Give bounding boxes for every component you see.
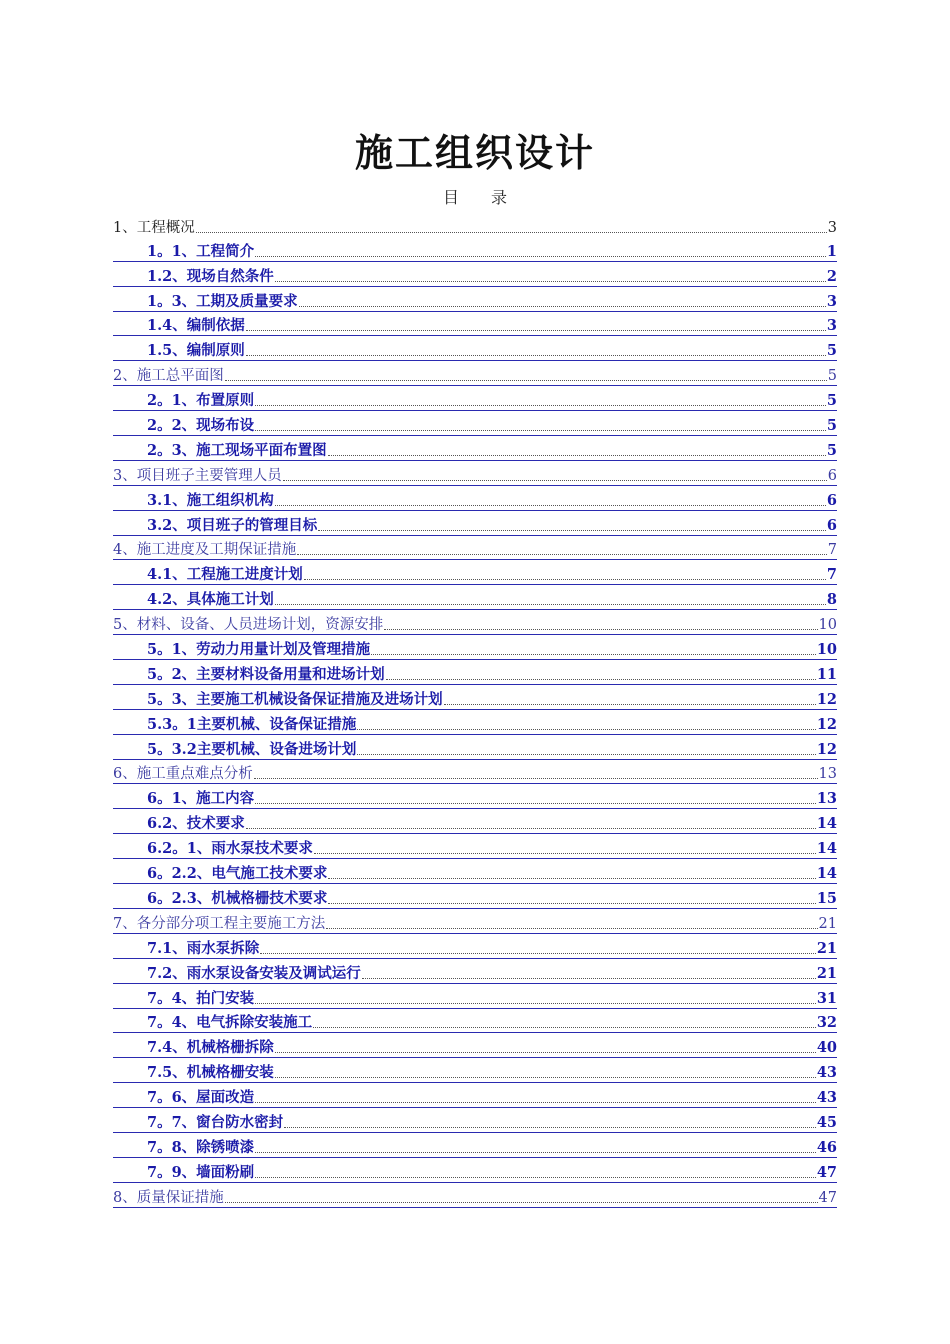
toc-entry[interactable] [113, 984, 837, 1009]
toc-dot-leader [283, 480, 827, 481]
toc-entry-label: 1、工程概况 [113, 219, 195, 236]
toc-entry-label: 6。1、施工内容 [147, 790, 255, 808]
toc-entry[interactable] [113, 1083, 837, 1108]
toc-dot-leader [275, 1052, 816, 1053]
table-of-contents [113, 212, 837, 1208]
toc-entry[interactable] [113, 959, 837, 984]
toc-entry[interactable] [113, 834, 837, 859]
toc-entry-page-number: 3 [826, 317, 837, 335]
toc-entry-label: 7。9、墙面粉刷 [147, 1163, 255, 1181]
toc-entry[interactable] [113, 1009, 837, 1034]
toc-entry-page-number: 43 [816, 1064, 837, 1082]
toc-entry-label: 2。3、施工现场平面布置图 [147, 441, 327, 459]
toc-dot-leader [255, 1102, 816, 1103]
toc-entry[interactable] [113, 436, 837, 461]
toc-entry-page-number: 6 [826, 491, 837, 509]
toc-entry-page-number: 31 [816, 989, 837, 1007]
toc-entry-label: 7。4、电气拆除安装施工 [147, 1014, 313, 1032]
toc-entry-label: 6.2、技术要求 [147, 815, 245, 833]
toc-entry[interactable] [113, 361, 837, 386]
toc-dot-leader [225, 380, 827, 381]
toc-entry[interactable] [113, 859, 837, 884]
toc-dot-leader [444, 704, 816, 705]
toc-entry[interactable] [113, 610, 837, 635]
toc-entry-page-number: 47 [818, 1189, 837, 1206]
toc-entry-label: 5。1、劳动力用量计划及管理措施 [147, 641, 371, 659]
toc-entry-page-number: 21 [816, 964, 837, 982]
toc-entry[interactable] [113, 212, 837, 237]
toc-entry-label: 4.2、具体施工计划 [147, 591, 274, 609]
toc-dot-leader [246, 828, 816, 829]
toc-entry-page-number: 12 [816, 715, 837, 733]
toc-entry[interactable] [113, 784, 837, 809]
toc-entry-label: 7.4、机械格栅拆除 [147, 1039, 274, 1057]
toc-entry[interactable] [113, 511, 837, 536]
toc-entry-page-number: 12 [816, 690, 837, 708]
toc-dot-leader [254, 778, 818, 779]
toc-dot-leader [357, 754, 815, 755]
toc-entry-label: 7。6、屋面改造 [147, 1089, 255, 1107]
toc-dot-leader [313, 1027, 816, 1028]
toc-entry-page-number: 1 [826, 242, 837, 260]
toc-entry-page-number: 45 [816, 1113, 837, 1131]
document-title: 施工组织设计 [354, 131, 595, 175]
toc-entry-label: 1.2、现场自然条件 [147, 267, 274, 285]
toc-entry-label: 6。2.3、机械格栅技术要求 [147, 889, 328, 907]
toc-entry-page-number: 6 [826, 516, 837, 534]
toc-dot-leader [314, 853, 816, 854]
toc-entry[interactable] [113, 1133, 837, 1158]
toc-entry[interactable] [113, 585, 837, 610]
toc-entry-page-number: 5 [826, 342, 837, 360]
toc-dot-leader [299, 306, 826, 307]
toc-entry-page-number: 32 [816, 1014, 837, 1032]
toc-dot-leader [362, 978, 816, 979]
toc-entry[interactable] [113, 312, 837, 337]
toc-entry[interactable] [113, 386, 837, 411]
toc-entry-label: 5.3。1主要机械、设备保证措施 [147, 715, 357, 733]
toc-entry-page-number: 12 [816, 740, 837, 758]
toc-dot-leader [246, 330, 826, 331]
toc-dot-leader [255, 405, 826, 406]
toc-entry-label: 7。8、除锈喷漆 [147, 1138, 255, 1156]
toc-entry-page-number: 2 [826, 267, 837, 285]
toc-dot-leader [328, 903, 815, 904]
toc-entry-label: 7、各分部分项工程主要施工方法 [113, 915, 326, 932]
toc-entry-label: 2、施工总平面图 [113, 368, 224, 385]
toc-dot-leader [384, 629, 817, 630]
toc-dot-leader [196, 232, 827, 233]
toc-entry[interactable] [113, 1058, 837, 1083]
toc-entry[interactable] [113, 1158, 837, 1183]
toc-dot-leader [255, 1003, 816, 1004]
toc-dot-leader [371, 654, 816, 655]
toc-entry-label: 1.5、编制原则 [147, 342, 245, 360]
toc-entry-label: 8、质量保证措施 [113, 1189, 224, 1206]
toc-entry[interactable] [113, 809, 837, 834]
toc-entry-page-number: 10 [816, 641, 837, 659]
toc-entry-label: 1。3、工期及质量要求 [147, 292, 298, 310]
toc-heading: 目 录 [442, 188, 507, 207]
toc-entry-page-number: 7 [826, 566, 837, 584]
toc-entry-page-number: 5 [826, 441, 837, 459]
toc-entry[interactable] [113, 486, 837, 511]
toc-dot-leader [255, 803, 816, 804]
toc-entry[interactable] [113, 760, 837, 785]
toc-entry-label: 1。1、工程简介 [147, 242, 255, 260]
toc-entry-page-number: 14 [816, 840, 837, 858]
toc-entry-page-number: 11 [816, 665, 837, 683]
toc-entry-label: 6.2。1、雨水泵技术要求 [147, 840, 313, 858]
toc-entry[interactable] [113, 287, 837, 312]
toc-entry[interactable] [113, 710, 837, 735]
toc-entry-page-number: 43 [816, 1089, 837, 1107]
toc-entry-page-number: 14 [816, 865, 837, 883]
toc-entry-page-number: 3 [827, 219, 837, 236]
toc-entry-label: 6。2.2、电气施工技术要求 [147, 865, 328, 883]
toc-entry-label: 7。7、窗台防水密封 [147, 1113, 284, 1131]
toc-entry-label: 7.5、机械格栅安装 [147, 1064, 274, 1082]
toc-dot-leader [255, 430, 826, 431]
toc-entry-page-number: 40 [816, 1039, 837, 1057]
toc-entry[interactable] [113, 884, 837, 909]
toc-dot-leader [275, 281, 826, 282]
toc-entry-page-number: 10 [818, 617, 837, 634]
toc-dot-leader [318, 530, 826, 531]
toc-entry-label: 7.2、雨水泵设备安装及调试运行 [147, 964, 361, 982]
toc-dot-leader [328, 455, 826, 456]
toc-entry-page-number: 7 [827, 542, 837, 559]
toc-entry-label: 4.1、工程施工进度计划 [147, 566, 303, 584]
toc-entry[interactable] [113, 934, 837, 959]
toc-entry-label: 5、材料、设备、人员进场计划，资源安排 [113, 617, 384, 634]
toc-entry-label: 5。3、主要施工机械设备保证措施及进场计划 [147, 690, 443, 708]
toc-entry-label: 2。2、现场布设 [147, 417, 255, 435]
toc-entry-page-number: 46 [816, 1138, 837, 1156]
toc-entry-label: 6、施工重点难点分析 [113, 766, 253, 783]
toc-entry[interactable] [113, 1033, 837, 1058]
toc-entry[interactable] [113, 1183, 837, 1208]
toc-dot-leader [255, 1177, 816, 1178]
toc-entry[interactable] [113, 536, 837, 561]
toc-entry-page-number: 5 [827, 368, 837, 385]
toc-entry[interactable] [113, 685, 837, 710]
toc-dot-leader [255, 256, 826, 257]
toc-entry-page-number: 3 [826, 292, 837, 310]
toc-entry-label: 7。4、拍门安装 [147, 989, 255, 1007]
toc-entry-page-number: 47 [816, 1163, 837, 1181]
toc-dot-leader [275, 604, 826, 605]
toc-entry-label: 3.2、项目班子的管理目标 [147, 516, 318, 534]
toc-entry[interactable] [113, 635, 837, 660]
toc-dot-leader [304, 579, 826, 580]
toc-entry[interactable] [113, 461, 837, 486]
toc-dot-leader [246, 355, 826, 356]
toc-entry-page-number: 8 [826, 591, 837, 609]
toc-entry-page-number: 13 [816, 790, 837, 808]
toc-entry-label: 3.1、施工组织机构 [147, 491, 274, 509]
toc-dot-leader [326, 928, 817, 929]
toc-entry-label: 5。2、主要材料设备用量和进场计划 [147, 665, 385, 683]
toc-entry[interactable] [113, 262, 837, 287]
toc-entry[interactable] [113, 237, 837, 262]
toc-entry-page-number: 6 [827, 467, 837, 484]
toc-entry-label: 1.4、编制依据 [147, 317, 245, 335]
toc-entry[interactable] [113, 336, 837, 361]
toc-entry[interactable] [113, 1108, 837, 1133]
toc-dot-leader [357, 729, 815, 730]
toc-entry-page-number: 13 [818, 766, 837, 783]
toc-entry-label: 3、项目班子主要管理人员 [113, 467, 282, 484]
toc-entry-label: 2。1、布置原则 [147, 392, 255, 410]
toc-dot-leader [328, 878, 815, 879]
toc-entry-page-number: 21 [818, 915, 837, 932]
toc-entry[interactable] [113, 735, 837, 760]
toc-dot-leader [255, 1152, 816, 1153]
toc-entry[interactable] [113, 411, 837, 436]
toc-entry-label: 5。3.2主要机械、设备进场计划 [147, 740, 357, 758]
toc-dot-leader [275, 1077, 816, 1078]
toc-entry[interactable] [113, 909, 837, 934]
toc-entry-page-number: 14 [816, 815, 837, 833]
toc-dot-leader [297, 554, 827, 555]
toc-dot-leader [275, 505, 826, 506]
toc-entry-page-number: 5 [826, 417, 837, 435]
toc-entry[interactable] [113, 660, 837, 685]
toc-entry-page-number: 15 [816, 889, 837, 907]
toc-entry[interactable] [113, 560, 837, 585]
toc-entry-label: 4、施工进度及工期保证措施 [113, 542, 297, 559]
toc-dot-leader [284, 1127, 816, 1128]
toc-dot-leader [386, 679, 816, 680]
toc-dot-leader [225, 1202, 818, 1203]
toc-entry-page-number: 21 [816, 939, 837, 957]
toc-entry-label: 7.1、雨水泵拆除 [147, 939, 260, 957]
toc-entry-page-number: 5 [826, 392, 837, 410]
toc-dot-leader [260, 953, 816, 954]
